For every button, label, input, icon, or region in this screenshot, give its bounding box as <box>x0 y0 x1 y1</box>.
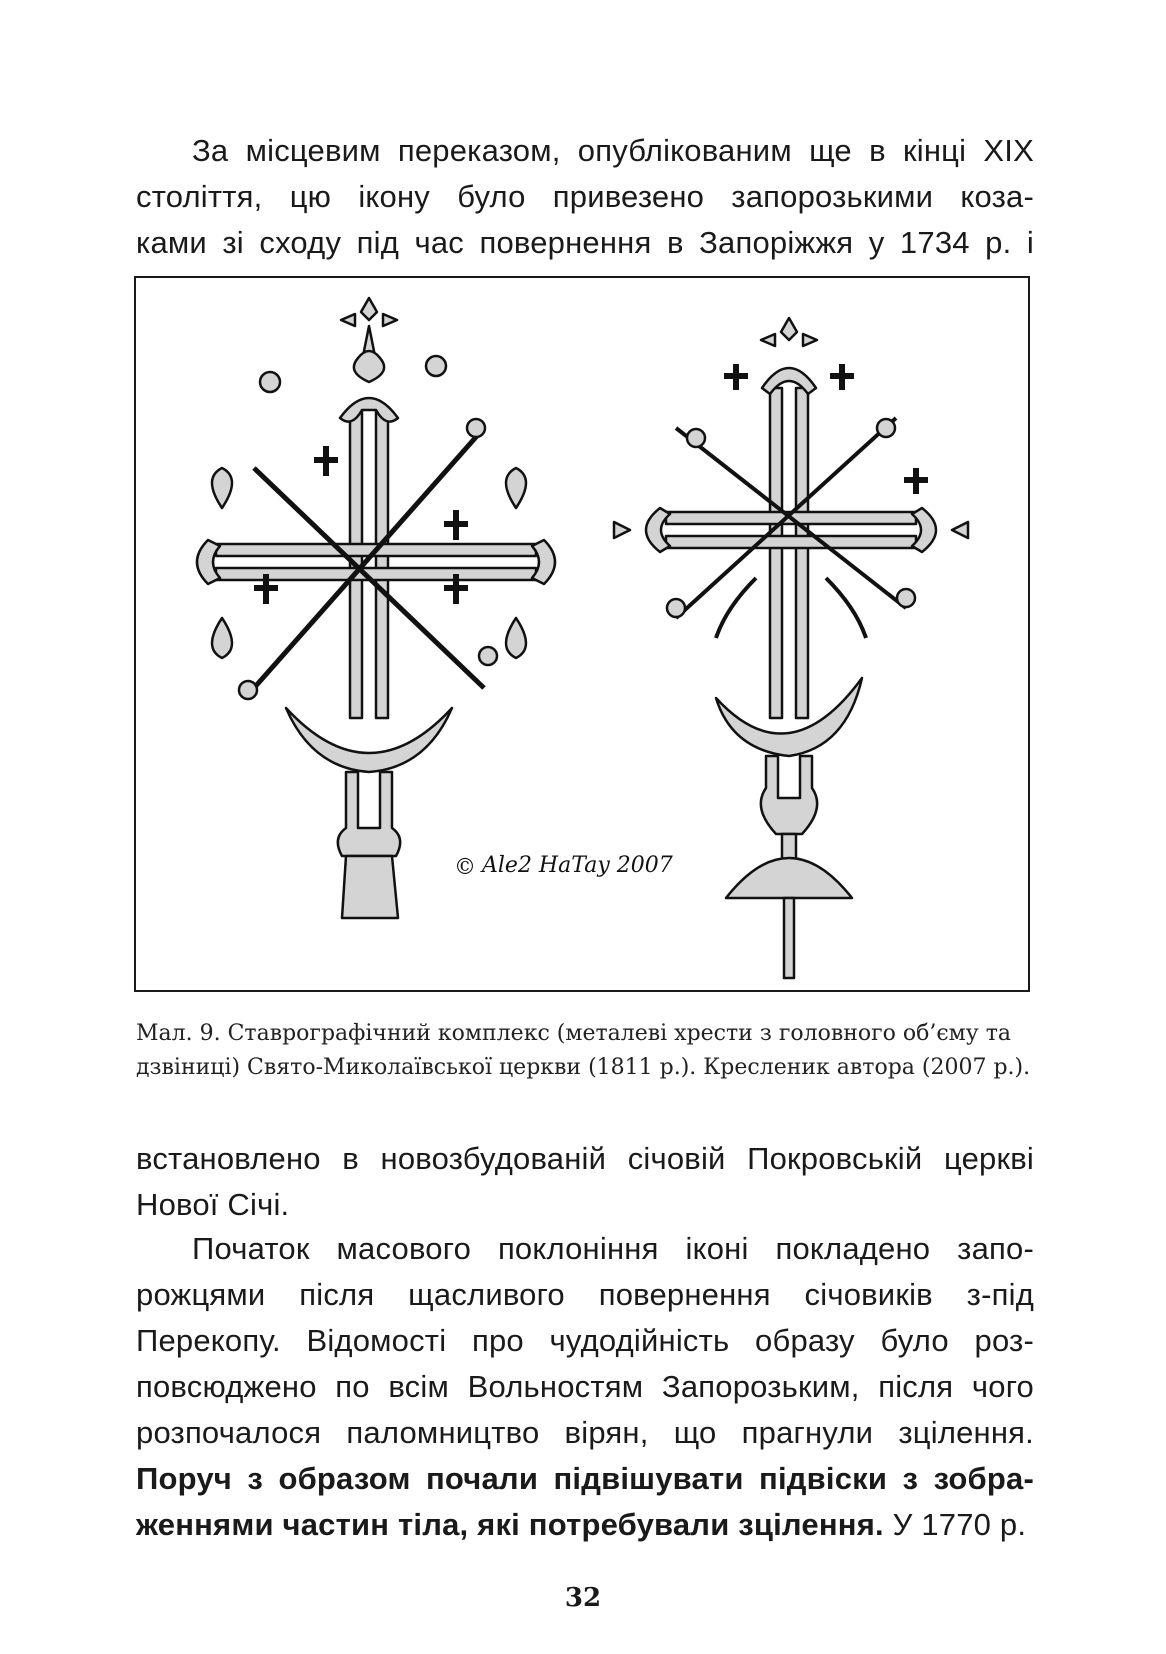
text-line: Перекопу. Відомості про чудодійність образу було роз- <box>136 1323 1034 1358</box>
right-cross <box>614 318 968 978</box>
text-fragment: У 1770 р. <box>883 1507 1027 1542</box>
caption-line: Мал. 9. Ставрографічний комплекс (металеві хрести з головного об’єму та <box>136 1021 1012 1046</box>
caption-line: дзвіниці) Свято-Миколаївської церкви (1811 р.). Кресленик автора (2007 р.). <box>136 1055 1031 1080</box>
text-line: повсюджено по всім Вольностям Запорозьким, після чого <box>136 1369 1034 1404</box>
text-line: століття, цю ікону було привезено запорозькими коза- <box>136 179 1034 214</box>
text-line: встановлено в новозбудованій січовій Покровській церкві <box>136 1141 1034 1176</box>
copyright-symbol: © <box>454 855 476 880</box>
figure-caption <box>136 1017 1034 1085</box>
text-line: Початок масового поклоніння іконі покладено запо- <box>192 1231 1034 1266</box>
paragraph-main <box>136 1226 1034 1548</box>
page-number: 32 <box>564 1583 602 1613</box>
bold-text-line: Поруч з образом почали підвішувати підвіски з зобра- <box>136 1461 1034 1496</box>
signature-text: Ale2 HaTay 2007 <box>482 853 673 878</box>
text-line: За місцевим переказом, опублікованим ще в кінці XIX <box>192 133 1034 168</box>
left-cross <box>197 298 555 918</box>
text-line: розпочалося паломництво вірян, що прагнули зцілення. <box>136 1415 1034 1450</box>
bold-text-fragment: женнями частин тіла, які потребували зцілення. <box>136 1507 884 1542</box>
paragraph-top <box>136 128 1034 266</box>
text-line: Нової Січі. <box>136 1187 290 1222</box>
paragraph-continued <box>136 1136 1034 1228</box>
text-line-mixed <box>136 1502 1034 1548</box>
text-line: ками зі сходу під час повернення в Запоріжжя у 1734 р. і <box>136 225 1034 260</box>
figure-crosses-drawing <box>134 276 1030 992</box>
crosses-illustration <box>136 278 1028 990</box>
text-line: рожцями після щасливого повернення січовиків з-під <box>136 1277 1034 1312</box>
artist-signature <box>454 853 673 880</box>
